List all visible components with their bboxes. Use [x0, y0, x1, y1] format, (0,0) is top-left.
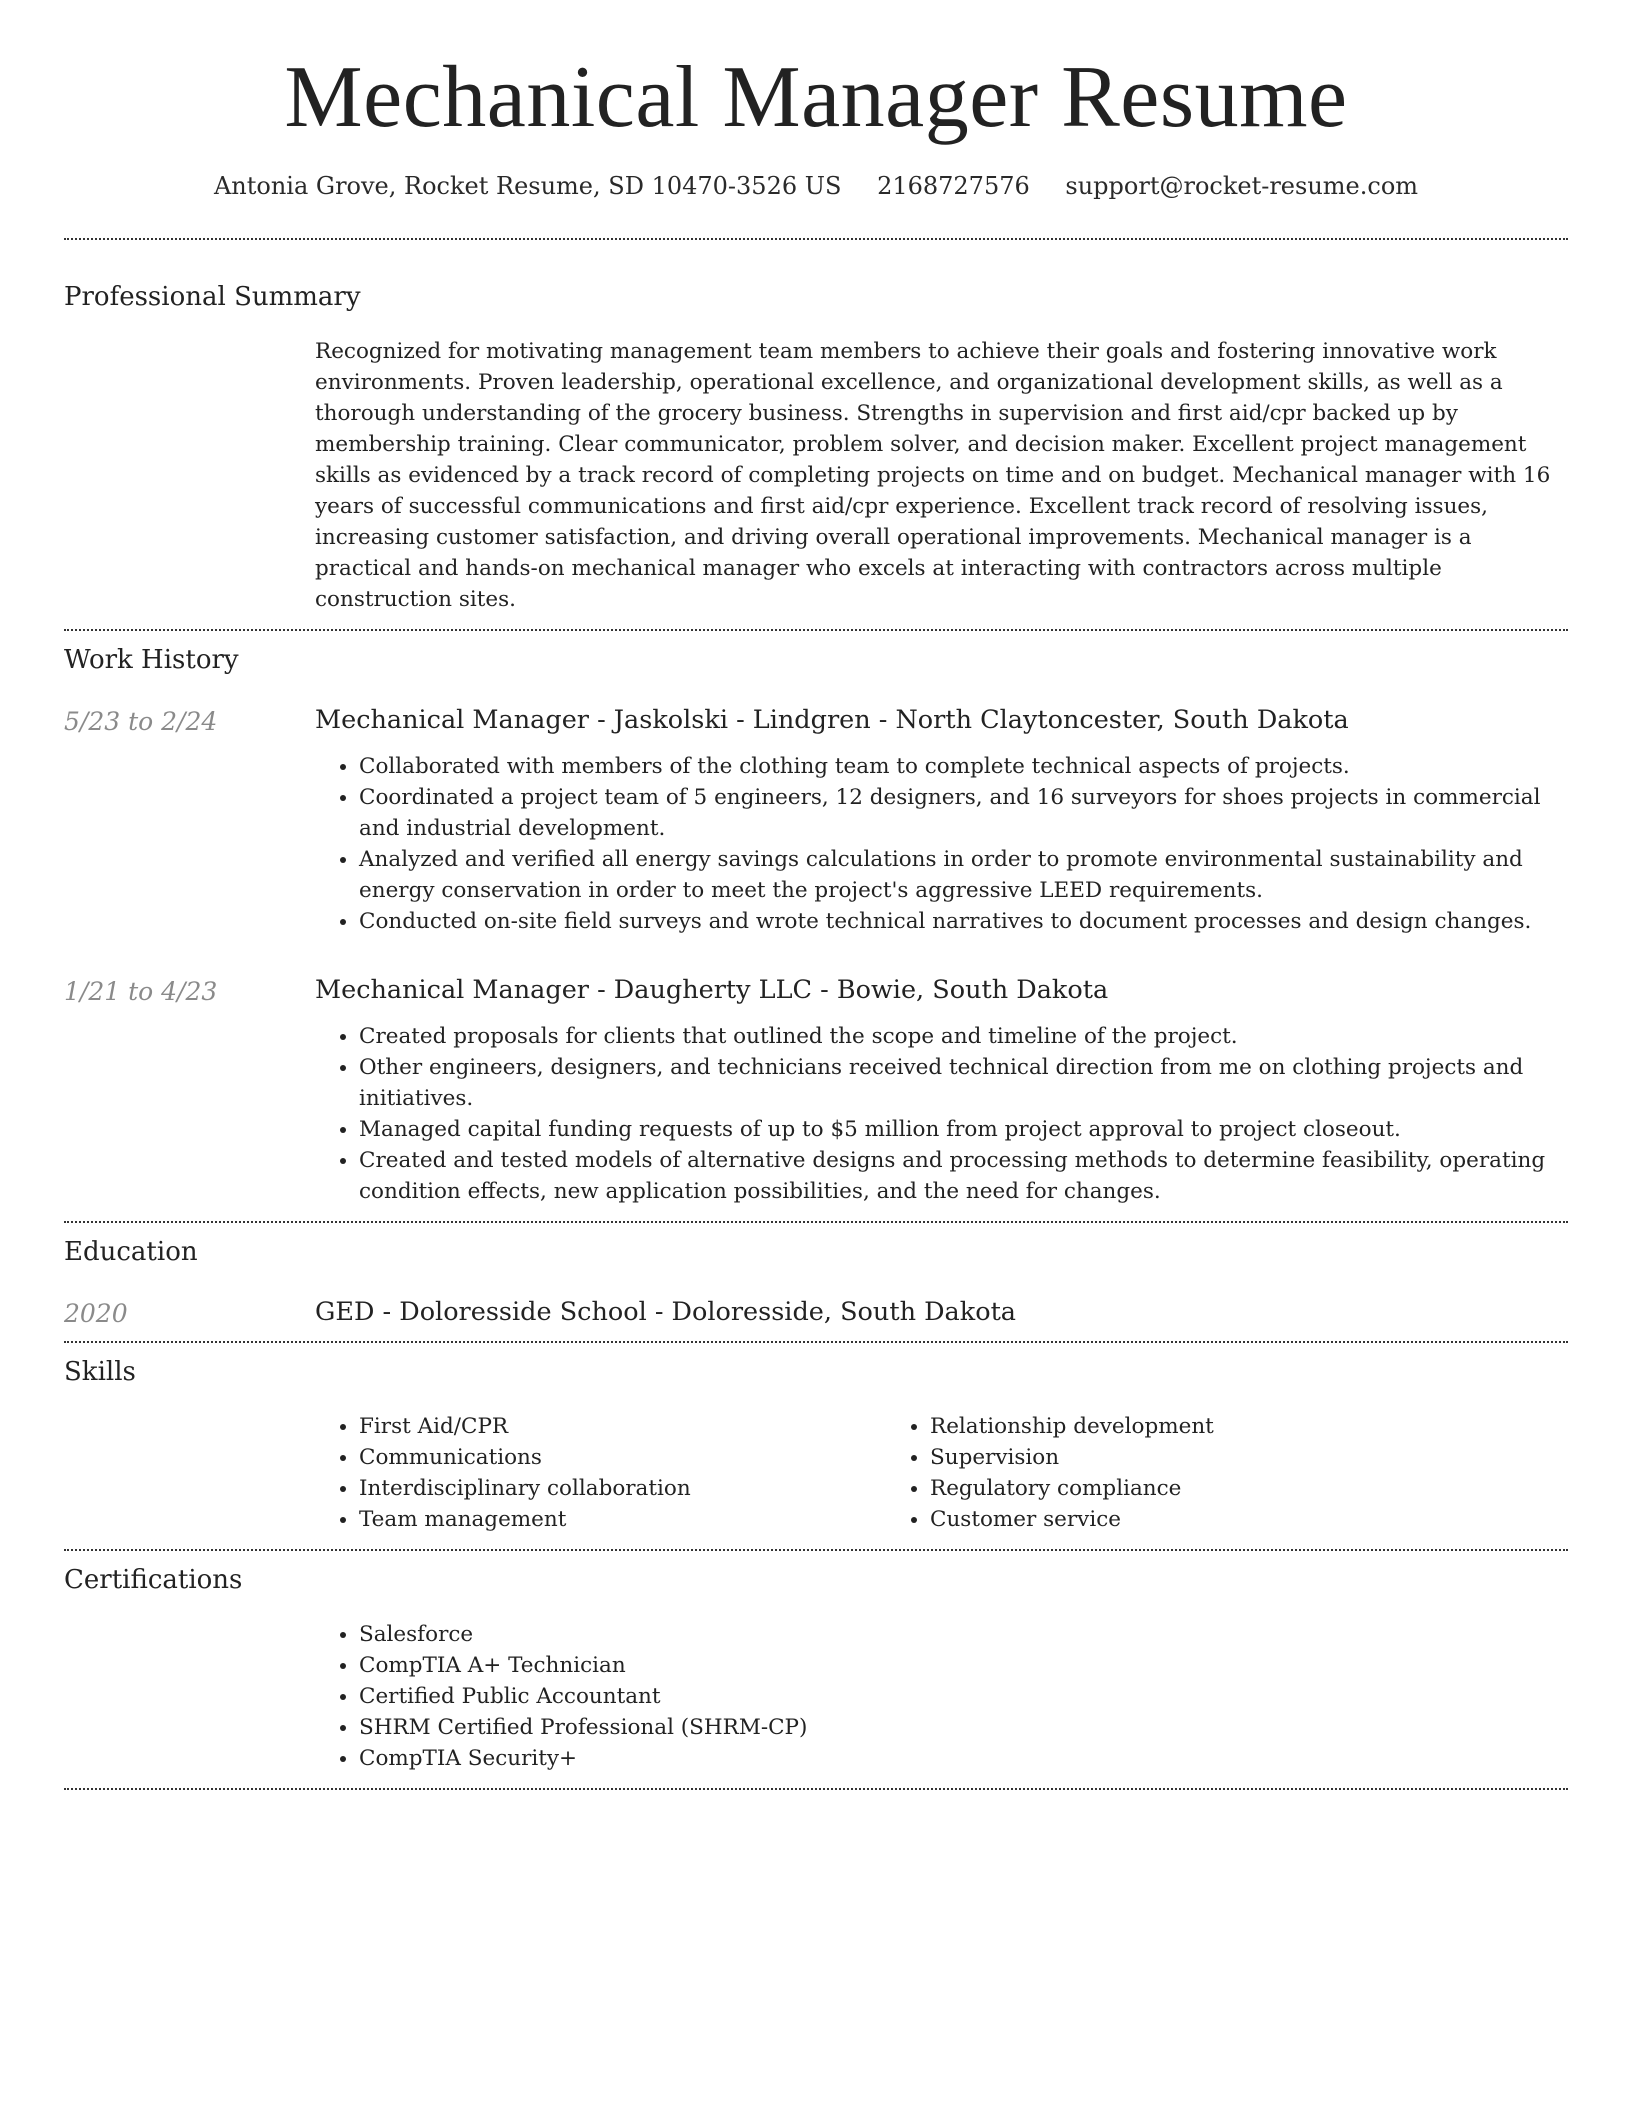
skill-item: • Team management — [359, 1504, 886, 1535]
job-bullets — [315, 751, 1568, 937]
skill-item: • Interdisciplinary collaboration — [359, 1473, 886, 1504]
section-divider — [64, 1788, 1568, 1790]
skills-section — [64, 1343, 1568, 1535]
job-bullet: • Other engineers, designers, and technicians received technical direction from me on clothing projects and initiatives. — [359, 1052, 1568, 1114]
education-section — [64, 1223, 1568, 1327]
skill-item: • Customer service — [930, 1504, 1457, 1535]
skills-heading: Skills — [64, 1357, 136, 1388]
job-bullet: • Coordinated a project team of 5 engineers, 12 designers, and 16 surveyors for shoes projects in commercial and industrial development. — [359, 782, 1568, 844]
skills-columns — [315, 1411, 1568, 1535]
job-entry — [64, 975, 1568, 1207]
job-bullet: • Created and tested models of alternative designs and processing methods to determine feasibility, operating condition effects, new application possibilities, and the need for changes. — [359, 1145, 1568, 1207]
work-history-heading: Work History — [64, 645, 239, 676]
education-heading-text: GED - Doloresside School - Doloresside, South Dakota — [315, 1297, 1017, 1328]
skill-item: • First Aid/CPR — [359, 1411, 886, 1442]
job-heading: Mechanical Manager - Jaskolski - Lindgren - North Claytoncester, South Dakota — [315, 705, 1349, 736]
job-bullet: • Collaborated with members of the clothing team to complete technical aspects of projects. — [359, 751, 1568, 782]
certification-item: • CompTIA A+ Technician — [359, 1650, 1568, 1681]
education-heading: Education — [64, 1237, 198, 1268]
certifications-list-wrap — [315, 1619, 1568, 1774]
certifications-heading: Certifications — [64, 1565, 243, 1596]
summary-heading: Professional Summary — [64, 282, 361, 313]
skills-list-left — [315, 1411, 886, 1535]
certification-item: • Salesforce — [359, 1619, 1568, 1650]
certification-item: • Certified Public Accountant — [359, 1681, 1568, 1712]
job-entry — [64, 705, 1568, 937]
education-entry — [64, 1297, 1568, 1327]
contact-email: support@rocket-resume.com — [1065, 172, 1419, 201]
summary-section — [64, 240, 1568, 615]
work-history-section — [64, 631, 1568, 1207]
contact-address: Antonia Grove, Rocket Resume, SD 10470-3526 US — [213, 172, 842, 201]
job-heading: Mechanical Manager - Daugherty LLC - Bowie, South Dakota — [315, 975, 1109, 1006]
certification-item: • SHRM Certified Professional (SHRM-CP) — [359, 1712, 1568, 1743]
contact-phone: 2168727576 — [877, 172, 1030, 201]
skill-item: • Supervision — [930, 1442, 1457, 1473]
job-bullet: • Created proposals for clients that outlined the scope and timeline of the project. — [359, 1021, 1568, 1052]
contact-line — [64, 172, 1568, 200]
job-bullet: • Conducted on-site field surveys and wrote technical narratives to document processes and design changes. — [359, 906, 1568, 937]
job-bullet: • Analyzed and verified all energy savings calculations in order to promote environmental sustainability and energy conservation in order to meet the project's aggressive LEED requirements. — [359, 844, 1568, 906]
resume-header — [64, 0, 1568, 200]
job-bullet: • Managed capital funding requests of up to $5 million from project approval to project closeout. — [359, 1114, 1568, 1145]
certifications-section — [64, 1551, 1568, 1774]
resume-title: Mechanical Manager Resume — [284, 49, 1348, 146]
job-bullets — [315, 1021, 1568, 1207]
summary-text: Recognized for motivating management team members to achieve their goals and fostering innovative work environments. Proven leadership, operational excellence, and organizational development skills, as well as a thorough understanding of the grocery business. Strengths in supervision and first aid/cpr backed up by membership training. Clear communicator, problem solver, and decision maker. Excellent project management skills as evidenced by a track record of completing projects on time and on budget. Mechanical manager with 16 years of successful communications and first aid/cpr experience. Excellent track record of resolving issues, increasing customer satisfaction, and driving overall operational improvements. Mechanical manager is a practical and hands-on mechanical manager who excels at interacting with contractors across multiple construction sites. — [315, 339, 1551, 613]
skill-item: • Regulatory compliance — [930, 1473, 1457, 1504]
skill-item: • Communications — [359, 1442, 886, 1473]
job-date: 5/23 to 2/24 — [64, 707, 218, 737]
skills-list-right — [886, 1411, 1457, 1535]
certifications-list — [315, 1619, 1568, 1774]
job-date: 1/21 to 4/23 — [64, 977, 218, 1007]
skill-item: • Relationship development — [930, 1411, 1457, 1442]
education-date: 2020 — [64, 1299, 128, 1329]
certification-item: • CompTIA Security+ — [359, 1743, 1568, 1774]
